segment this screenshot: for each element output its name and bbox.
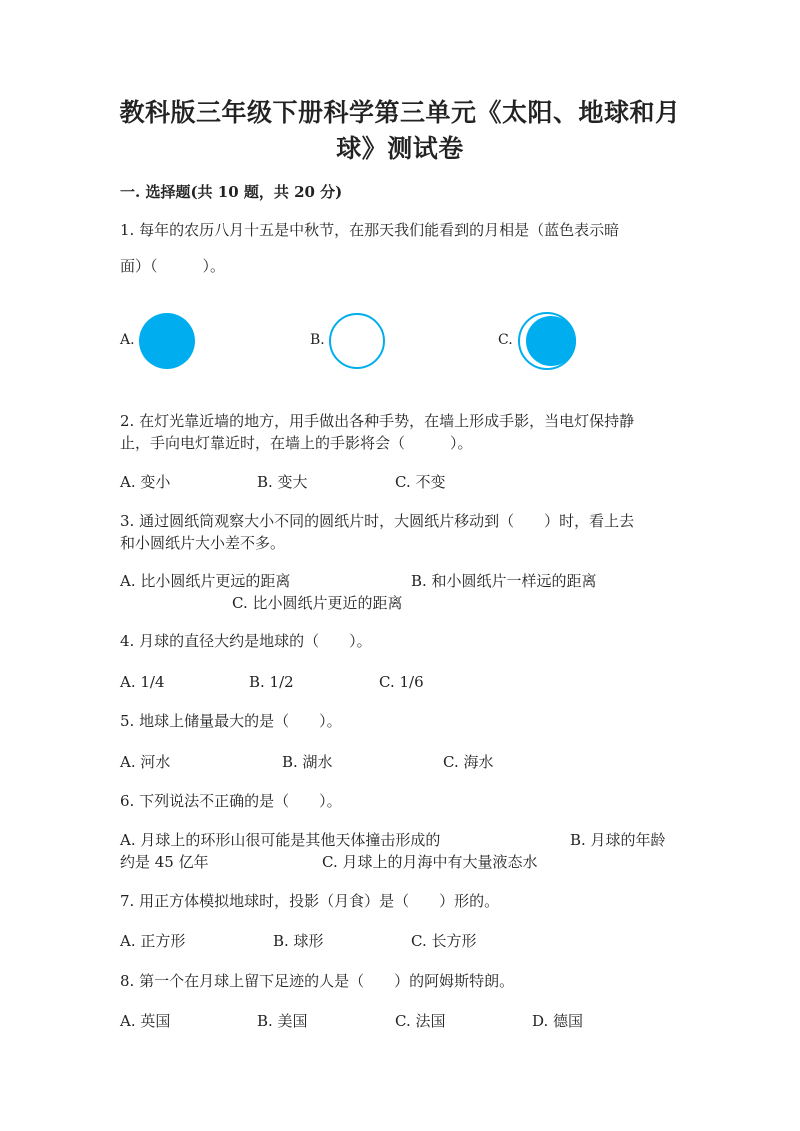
q2-option-c[interactable]: C. 不变 [395, 473, 446, 491]
full-dark-moon-icon [137, 311, 197, 371]
crescent-moon-icon [515, 311, 577, 371]
q1-option-c-label[interactable]: C. [498, 332, 513, 348]
q2-stem-line2: 止，手向电灯靠近时，在墙上的手影将会（ ）。 [120, 434, 473, 452]
q7-stem: 7. 用正方体模拟地球时，投影（月食）是（ ）形的。 [120, 892, 500, 910]
q6-option-b[interactable]: B. 月球的年龄 [570, 831, 666, 849]
q1-stem-line2: 面）（ ）。 [120, 257, 226, 275]
q8-option-c[interactable]: C. 法国 [395, 1012, 446, 1030]
q8-stem: 8. 第一个在月球上留下足迹的人是（ ）的阿姆斯特朗。 [120, 972, 515, 990]
q3-option-c[interactable]: C. 比小圆纸片更近的距离 [232, 594, 403, 612]
q3-option-b[interactable]: B. 和小圆纸片一样远的距离 [411, 572, 597, 590]
q6-option-c[interactable]: C. 月球上的月海中有大量液态水 [322, 853, 538, 871]
full-bright-moon-icon [327, 311, 387, 371]
q8-option-a[interactable]: A. 英国 [120, 1012, 171, 1030]
q4-option-a[interactable]: A. 1/4 [120, 673, 165, 691]
q1-stem-line1: 1. 每年的农历八月十五是中秋节，在那天我们能看到的月相是（蓝色表示暗 [120, 221, 620, 239]
q5-option-b[interactable]: B. 湖水 [282, 753, 333, 771]
page-title-line1: 教科版三年级下册科学第三单元《太阳、地球和月 [119, 98, 681, 127]
q4-stem: 4. 月球的直径大约是地球的（ ）。 [120, 632, 372, 650]
q8-option-b[interactable]: B. 美国 [257, 1012, 308, 1030]
q2-option-b[interactable]: B. 变大 [257, 473, 308, 491]
q7-option-a[interactable]: A. 正方形 [120, 932, 186, 950]
section-heading: 一. 选择题(共 10 题，共 20 分) [120, 183, 343, 201]
q5-stem: 5. 地球上储量最大的是（ ）。 [120, 712, 342, 730]
q3-stem-line2: 和小圆纸片大小差不多。 [120, 534, 286, 552]
q1-option-b-label[interactable]: B. [310, 332, 325, 348]
q5-option-a[interactable]: A. 河水 [120, 753, 171, 771]
q6-option-a[interactable]: A. 月球上的环形山很可能是其他天体撞击形成的 [120, 831, 441, 849]
q4-option-c[interactable]: C. 1/6 [379, 673, 424, 691]
q1-option-a-label[interactable]: A. [120, 332, 135, 348]
q2-stem-line1: 2. 在灯光靠近墙的地方，用手做出各种手势，在墙上形成手影，当电灯保持静 [120, 412, 635, 430]
q6-option-b-cont: 约是 45 亿年 [120, 853, 209, 871]
q7-option-b[interactable]: B. 球形 [273, 932, 324, 950]
q2-option-a[interactable]: A. 变小 [120, 473, 171, 491]
q3-option-a[interactable]: A. 比小圆纸片更远的距离 [120, 572, 291, 590]
q4-option-b[interactable]: B. 1/2 [249, 673, 294, 691]
q8-option-d[interactable]: D. 德国 [532, 1012, 584, 1030]
page-title-line2: 球》测试卷 [336, 134, 464, 163]
q5-option-c[interactable]: C. 海水 [443, 753, 494, 771]
q6-stem: 6. 下列说法不正确的是（ ）。 [120, 792, 342, 810]
q3-stem-line1: 3. 通过圆纸筒观察大小不同的圆纸片时，大圆纸片移动到（ ）时，看上去 [120, 512, 635, 530]
q7-option-c[interactable]: C. 长方形 [411, 932, 477, 950]
